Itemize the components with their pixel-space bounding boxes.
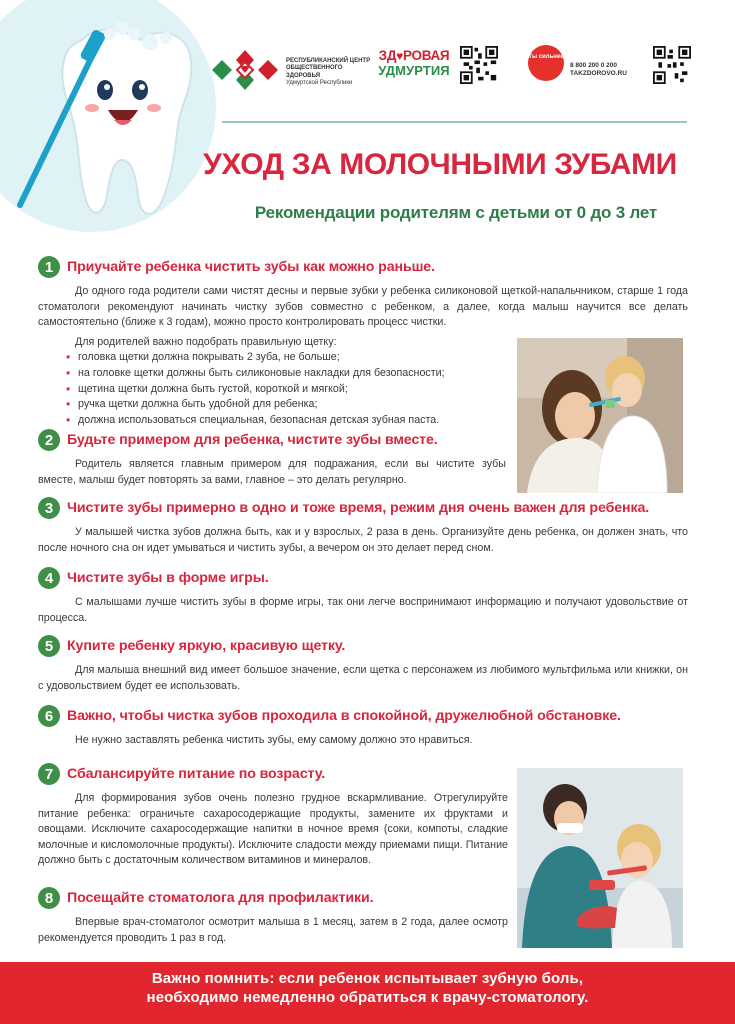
logo-zdorovaya-udmurtia xyxy=(378,48,450,78)
section-2-title: Будьте примером для ребенка, чистите зубы вместе. xyxy=(67,432,438,448)
section-3-header xyxy=(38,496,688,520)
page-title: УХОД ЗА МОЛОЧНЫМИ ЗУБАМИ xyxy=(203,148,677,181)
partner-logos xyxy=(208,44,691,98)
tooth-mascot-illustration xyxy=(0,0,215,225)
page-subtitle: Рекомендации родителям с детьми от 0 до 3 лет xyxy=(254,203,658,222)
section-1-text: До одного года родители сами чистят десны и первые зубки у ребенка силиконовой щеткой-напальчником, старше 1 года стоматологи рекомендуют начинать чистку зубов совместно с ребенком, а далее, когда малыш научится все делать самостоятельно (ближе к 3 годам), можно просто контролировать процесс чистки. xyxy=(38,285,688,329)
heart-icon: ♥ xyxy=(396,49,403,63)
logo-zu-part-a: ЗД xyxy=(378,48,397,63)
list-item: • щетина щетки должна быть густой, короткой и мягкой; xyxy=(66,382,510,398)
section-3 xyxy=(38,496,688,556)
list-item: • головка щетки должна покрывать 2 зуба, не больше; xyxy=(66,350,510,366)
section-8-text: Впервые врач-стоматолог осмотрит малыша в 1 месяц, затем в 2 года, далее осмотр рекомендуется проводить 1 раз в год. xyxy=(38,916,508,944)
qr-code-icon[interactable] xyxy=(653,46,691,84)
header-divider xyxy=(222,121,687,123)
section-8-number: 8 xyxy=(38,887,60,909)
logo-rc-line3: Удмуртской Республики xyxy=(286,79,353,86)
logo-rc-text xyxy=(286,58,376,87)
photo-dentist-child xyxy=(517,768,683,948)
section-3-text: У малышей чистка зубов должна быть, как и у взрослых, 2 раза в день. Организуйте день ребенка, он должен знать, что после ночного сна он идет умываться и чистить зубы, а вечером он это делает перед сном. xyxy=(38,526,688,554)
section-2-header xyxy=(38,428,506,452)
section-2 xyxy=(38,428,506,488)
section-3-title: Чистите зубы примерно в одно и тоже время, режим дня очень важен для ребенка. xyxy=(67,500,650,516)
section-6-text: Не нужно заставлять ребенка чистить зубы, ему самому должно это нравиться. xyxy=(75,734,473,746)
website-link[interactable]: TAKZDOROVO.RU xyxy=(570,70,627,77)
list-item: • должна использоваться специальная, безопасная детская зубная паста. xyxy=(66,413,510,429)
section-4 xyxy=(38,566,688,626)
logo-takzdorovo xyxy=(528,45,638,91)
section-6-header xyxy=(38,704,688,728)
section-8-header xyxy=(38,886,508,910)
brush-tips xyxy=(38,335,510,429)
section-7-title: Сбалансируйте питание по возрасту. xyxy=(67,766,326,782)
section-7-header xyxy=(38,762,508,786)
section-5-header xyxy=(38,634,688,658)
list-item: • на головке щетки должны быть силиконовые накладки для безопасности; xyxy=(66,366,510,382)
logo-tz-circle: Ты сильнее xyxy=(528,45,564,81)
section-7-number: 7 xyxy=(38,763,60,785)
list-item: • ручка щетки должна быть удобной для ребенка; xyxy=(66,397,510,413)
photo-mother-child-brushing xyxy=(517,338,683,493)
ornament-logo-icon xyxy=(208,46,282,92)
logo-rc-line1: РЕСПУБЛИКАНСКИЙ ЦЕНТР xyxy=(286,58,371,64)
section-2-text: Родитель является главным примером для подражания, если вы чистите зубы вместе, малыш будет повторять за вами, главное – это делать регулярно. xyxy=(38,458,506,486)
section-4-number: 4 xyxy=(38,567,60,589)
logo-zu-part-b: РОВАЯ xyxy=(402,48,450,63)
section-5-text: Для малыша внешний вид имеет большое значение, если щетка с персонажем из любимого мультфильма или книжки, он с удовольствием будет ее использовать. xyxy=(38,664,688,692)
footer-line-1: Важно помнить: если ребенок испытывает зубную боль, xyxy=(151,970,584,987)
brush-tips-list xyxy=(38,350,510,428)
section-4-title: Чистите зубы в форме игры. xyxy=(67,570,269,586)
logo-tz-contacts xyxy=(570,62,627,78)
section-6-title: Важно, чтобы чистка зубов проходила в спокойной, дружелюбной обстановке. xyxy=(67,708,621,724)
footer-warning-banner xyxy=(0,962,735,1024)
section-5-title: Купите ребенку яркую, красивую щетку. xyxy=(67,638,346,654)
section-4-text: С малышами лучше чистить зубы в форме игры, так они легче воспринимают информацию и получают удовольствие от процесса. xyxy=(38,596,688,624)
section-7 xyxy=(38,762,508,869)
footer-line-2: необходимо немедленно обратиться к врачу-стоматологу. xyxy=(146,989,589,1006)
logo-zu-line2: УДМУРТИЯ xyxy=(378,63,450,78)
section-8-title: Посещайте стоматолога для профилактики. xyxy=(67,890,374,906)
section-1-number: 1 xyxy=(38,256,60,278)
section-4-header xyxy=(38,566,688,590)
logo-republican-center xyxy=(208,46,373,92)
section-3-number: 3 xyxy=(38,497,60,519)
tooth-illustration-background xyxy=(0,0,216,232)
section-5 xyxy=(38,634,688,694)
section-1-header xyxy=(38,255,688,279)
section-8 xyxy=(38,886,508,946)
logo-rc-line2: ОБЩЕСТВЕННОГО ЗДОРОВЬЯ xyxy=(286,65,343,79)
qr-code-icon[interactable] xyxy=(460,46,498,84)
section-6-number: 6 xyxy=(38,705,60,727)
section-7-text: Для формирования зубов очень полезно грудное вскармливание. Отрегулируйте питание ребенка: ограничьте сахаросодержащие продукты, замените их фруктами и овощами. Исключите сахаросодержащие напитки в ночное время (соки, компоты, сладкие молочные и кисломолочные продукты). Исключите сладости между приемами пищи. Питание должно быть с достаточным количеством витаминов и минералов. xyxy=(38,792,508,867)
section-2-number: 2 xyxy=(38,429,60,451)
brush-tips-intro: Для родителей важно подобрать правильную щетку: xyxy=(75,335,337,348)
hotline-phone: 8 800 200 0 200 xyxy=(570,62,617,69)
section-6 xyxy=(38,704,688,749)
section-5-number: 5 xyxy=(38,635,60,657)
section-1-title: Приучайте ребенка чистить зубы как можно раньше. xyxy=(67,259,435,275)
